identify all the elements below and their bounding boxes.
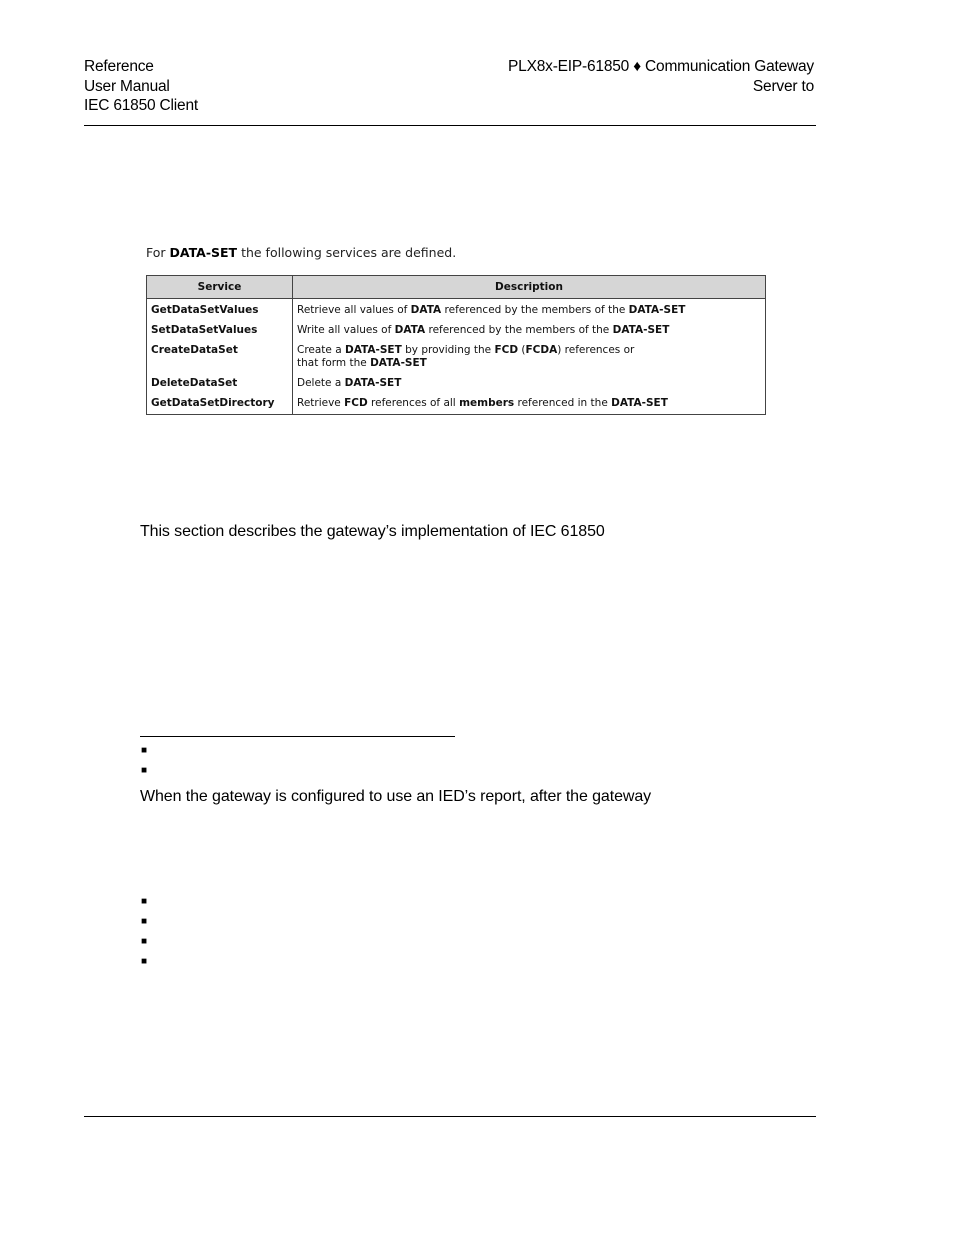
bullet-marker: ■ bbox=[141, 956, 148, 967]
header-user-manual: User Manual bbox=[84, 77, 170, 95]
service-name: CreateDataSet bbox=[147, 341, 293, 374]
service-name: SetDataSetValues bbox=[147, 321, 293, 341]
bullet-marker: ■ bbox=[141, 896, 148, 907]
table-row bbox=[147, 321, 766, 341]
service-description bbox=[293, 341, 766, 374]
description-text: ) references or bbox=[557, 344, 635, 356]
description-text: Create a bbox=[297, 344, 345, 356]
description-bold-term: FCDA bbox=[525, 344, 558, 356]
table-intro bbox=[146, 245, 456, 260]
description-bold-term: DATA bbox=[410, 304, 442, 316]
service-description bbox=[293, 299, 766, 322]
header-product-name: PLX8x-EIP-61850 ♦ Communication Gateway bbox=[508, 58, 814, 75]
header-rule bbox=[84, 125, 816, 126]
intro-suffix: the following services are defined. bbox=[237, 245, 457, 260]
table-body bbox=[147, 299, 766, 415]
description-text: by providing the bbox=[401, 344, 495, 356]
footnote-rule bbox=[140, 736, 455, 737]
header-subtitle: Server to bbox=[752, 77, 814, 95]
column-header-service: Service bbox=[147, 276, 293, 299]
service-name: GetDataSetDirectory bbox=[147, 394, 293, 415]
description-bold-term: DATA-SET bbox=[344, 377, 402, 389]
header-right bbox=[508, 57, 814, 96]
bullet-marker: ■ bbox=[141, 745, 148, 756]
description-bold-term: members bbox=[459, 397, 515, 409]
description-bold-term: DATA-SET bbox=[370, 357, 427, 369]
column-header-description: Description bbox=[293, 276, 766, 299]
service-description bbox=[293, 321, 766, 341]
header-reference: Reference bbox=[84, 58, 154, 75]
header-section-name: IEC 61850 Client bbox=[84, 97, 198, 114]
description-text: Write all values of bbox=[297, 324, 395, 336]
description-text: Delete a bbox=[297, 377, 345, 389]
description-bold-term: DATA-SET bbox=[628, 304, 686, 316]
intro-bold-term: DATA-SET bbox=[169, 245, 238, 260]
intro-prefix: For bbox=[146, 245, 170, 260]
table-header-row bbox=[147, 276, 766, 299]
bullet-marker: ■ bbox=[141, 936, 148, 947]
table-row bbox=[147, 299, 766, 322]
service-description bbox=[293, 394, 766, 415]
data-set-services-table bbox=[146, 275, 766, 415]
description-text: that form the bbox=[297, 357, 371, 369]
description-bold-term: FCD bbox=[344, 397, 368, 409]
description-bold-term: FCD bbox=[494, 344, 519, 356]
table-row bbox=[147, 341, 766, 374]
service-name: GetDataSetValues bbox=[147, 299, 293, 322]
header-left bbox=[84, 57, 198, 116]
description-text: ( bbox=[518, 344, 526, 356]
service-description bbox=[293, 374, 766, 394]
section-description: This section describes the gateway’s implementation of IEC 61850 bbox=[140, 523, 605, 540]
service-name: DeleteDataSet bbox=[147, 374, 293, 394]
description-text: referenced by the members of the bbox=[441, 304, 629, 316]
description-text: Retrieve all values of bbox=[297, 304, 411, 316]
description-text: references of all bbox=[367, 397, 460, 409]
report-description: When the gateway is configured to use an IED’s report, after the gateway bbox=[140, 788, 652, 805]
description-text: Retrieve bbox=[297, 397, 345, 409]
footer-rule bbox=[84, 1116, 816, 1117]
table-row bbox=[147, 374, 766, 394]
description-bold-term: DATA-SET bbox=[612, 324, 670, 336]
description-bold-term: DATA bbox=[394, 324, 426, 336]
description-text: referenced by the members of the bbox=[425, 324, 613, 336]
table-row bbox=[147, 394, 766, 415]
bullet-marker: ■ bbox=[141, 765, 148, 776]
description-bold-term: DATA-SET bbox=[611, 397, 668, 409]
description-bold-term: DATA-SET bbox=[345, 344, 402, 356]
bullet-marker: ■ bbox=[141, 916, 148, 927]
description-text: referenced in the bbox=[514, 397, 612, 409]
